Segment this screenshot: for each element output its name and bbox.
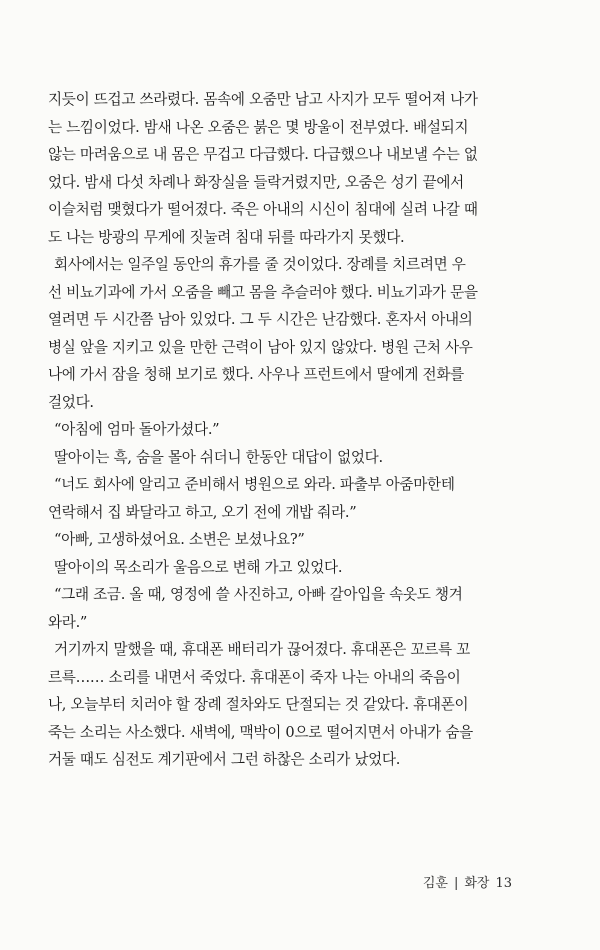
footer-title: 화장 xyxy=(464,876,490,891)
text-line: 르륵…… 소리를 내면서 죽었다. 휴대폰이 죽자 나는 아내의 죽음이 xyxy=(48,668,461,686)
text-line: 죽는 소리는 사소했다. 새벽에, 맥박이 0으로 떨어지면서 아내가 숨을 xyxy=(48,723,473,741)
dialogue-line: 와라.” xyxy=(48,613,88,631)
text-line: 선 비뇨기과에 가서 오줌을 빼고 몸을 추슬러야 했다. 비뇨기과가 문을 xyxy=(48,283,478,301)
text-line: 었다. 밤새 다섯 차례나 화장실을 들락거렸지만, 오줌은 성기 끝에서 xyxy=(48,173,464,191)
dialogue-line: 연락해서 집 봐달라고 하고, 오기 전에 개밥 줘라.” xyxy=(48,503,357,521)
text-line: 이슬처럼 맺혔다가 떨어졌다. 죽은 아내의 시신이 침대에 실려 나갈 때 xyxy=(48,201,478,218)
text-line: 지듯이 뜨겁고 쓰라렸다. 몸속에 오줌만 남고 사지가 모두 떨어져 나가 xyxy=(48,91,478,108)
text-line: 병실 앞을 지키고 있을 만한 근력이 남아 있지 않았다. 병원 근처 사우 xyxy=(48,338,473,356)
dialogue-line: “아침에 엄마 돌아가셨다.” xyxy=(54,421,220,438)
page-footer xyxy=(423,872,512,891)
text-line: 나에 가서 잠을 청해 보기로 했다. 사우나 프런트에서 딸에게 전화를 xyxy=(48,366,464,383)
text-line: 도 나는 방광의 무게에 짓눌려 침대 뒤를 따라가지 못했다. xyxy=(48,228,405,246)
body-text xyxy=(48,86,564,774)
text-line: 걸었다. xyxy=(48,393,94,411)
dialogue-line: “너도 회사에 알리고 준비해서 병원으로 와라. 파출부 아줌마한테 xyxy=(54,476,455,493)
footer-author: 김훈 xyxy=(422,876,448,891)
text-line: 딸아이의 목소리가 울음으로 변해 가고 있었다. xyxy=(54,558,343,576)
text-line: 거기까지 말했을 때, 휴대폰 배터리가 끊어졌다. 휴대폰은 꼬르륵 꼬 xyxy=(54,641,470,658)
page-number: 13 xyxy=(495,876,512,891)
text-line: 나, 오늘부터 치러야 할 장례 절차와도 단절되는 것 같았다. 휴대폰이 xyxy=(48,696,469,713)
text-line: 딸아이는 흑, 숨을 몰아 쉬더니 한동안 대답이 없었다. xyxy=(54,448,383,466)
text-line: 않는 마려움으로 내 몸은 무겁고 다급했다. 다급했으나 내보낼 수는 없 xyxy=(48,146,478,163)
text-line: 열려면 두 시간쯤 남아 있었다. 그 두 시간은 난감했다. 혼자서 아내의 xyxy=(48,311,473,328)
text-line: 거둘 때도 심전도 계기판에서 그런 하찮은 소리가 났었다. xyxy=(48,751,401,768)
text-line: 는 느낌이었다. 밤새 나온 오줌은 붉은 몇 방울이 전부였다. 배설되지 xyxy=(48,118,469,136)
text-line: 회사에서는 일주일 동안의 휴가를 줄 것이었다. 장례를 치르려면 우 xyxy=(54,256,466,273)
footer-separator: | xyxy=(453,876,459,891)
dialogue-line: “그래 조금. 올 때, 영정에 쓸 사진하고, 아빠 갈아입을 속옷도 챙겨 xyxy=(54,586,463,603)
dialogue-line: “아빠, 고생하셨어요. 소변은 보셨나요?” xyxy=(54,531,305,548)
